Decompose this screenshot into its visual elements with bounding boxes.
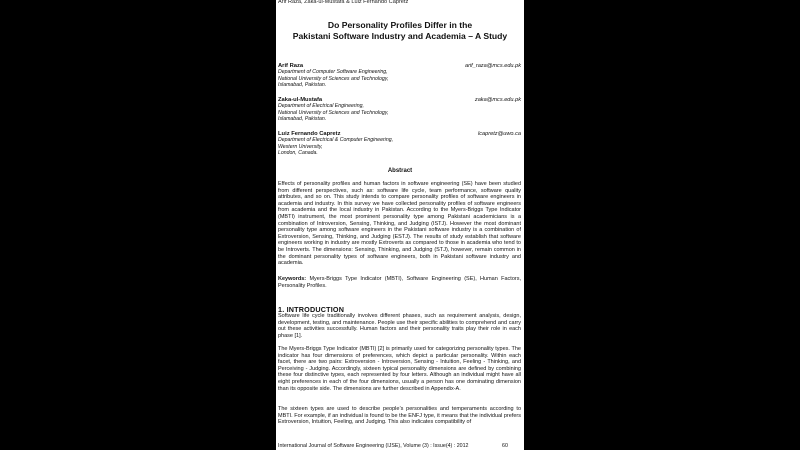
author-affiliation: Islamabad, Pakistan. xyxy=(278,82,327,89)
author-block-3 xyxy=(278,131,521,157)
author-email: zaka@mcs.edu.pk xyxy=(474,97,521,103)
running-head: Arif Raza, Zaka-ul-Mustafa & Luiz Fernando Capretz xyxy=(278,0,409,5)
author-affiliation: Western University, xyxy=(278,143,323,150)
author-affiliation: National University of Sciences and Technology, xyxy=(278,75,389,82)
paper-page xyxy=(276,0,524,450)
author-email: arif_raza@mcs.edu.pk xyxy=(464,63,521,69)
keywords xyxy=(278,276,521,289)
author-affiliation: London, Canada. xyxy=(278,150,318,157)
footer-journal: International Journal of Software Engineering (IJSE), Volume (3) : Issue(4) : 2012 xyxy=(278,443,469,449)
author-affiliation: Department of Electrical & Computer Engineering, xyxy=(278,137,394,144)
keywords-text: Myers-Briggs Type Indicator (MBTI), Software Engineering (SE), Human Factors, Personality Profiles. xyxy=(278,276,521,289)
section-heading-introduction: 1. INTRODUCTION xyxy=(278,305,345,314)
author-name: Luiz Fernando Capretz xyxy=(278,131,341,137)
author-name: Arif Raza xyxy=(278,63,304,69)
intro-paragraph-1: Software life cycle traditionally involves different phases, such as requirement analysis, design, development, testing, and maintenance. People use their specific abilities to comprehend and carry out these activities successfully. Human factors and their personality traits play their role in each phase [1]. xyxy=(278,313,521,339)
author-name: Zaka-ul-Mustafa xyxy=(278,97,323,103)
author-block-2 xyxy=(278,97,521,123)
author-affiliation: National University of Sciences and Technology, xyxy=(278,109,389,116)
author-affiliation: Department of Electrical Engineering, xyxy=(278,103,364,110)
author-affiliation: Islamabad, Pakistan. xyxy=(278,116,327,123)
title-line-1: Do Personality Profiles Differ in the xyxy=(327,20,473,30)
intro-paragraph-3: The sixteen types are used to describe people’s personalities and temperaments according to MBTI. For example, if an individual is found to be the ENFJ type, it means that the individual prefers Extroversion, Intuition, Feeling, and Judging. This also indicates compatibility of xyxy=(278,406,521,426)
abstract-text: Effects of personality profiles and human factors in software engineering (SE) have been studied from different perspectives, such as: software life cycle, team performance, software quality attributes, and so on. This study intends to compare personality profiles of software engineers in academia and industry. In this survey we have collected personality profiles of software engineers from academia and the local industry in Pakistan. According to the Myers-Briggs Type Indicator (MBTI) instrument, the most prominent personality type among Pakistani academicians is a combination of Introversion, Sensing, Thinking, and Judging (ISTJ). However the most dominant personality type among software engineers in the Pakistani software industry is a combination of Extroversion, Sensing, Thinking, and Judging (ESTJ). The results of study establish that software engineers working in industry are mostly Extroverts as compared to those in academia who tend to be Introverts. The dimensions: Sensing, Thinking, and Judging (STJ), however, remain common in the dominant personality types of software engineers, both in Pakistani software industry and academia. xyxy=(278,181,521,267)
paper-title xyxy=(276,20,524,41)
title-line-2: Pakistani Software Industry and Academia – A Study xyxy=(292,30,508,41)
page-number: 60 xyxy=(502,443,508,449)
intro-paragraph-2: The Myers-Briggs Type Indicator (MBTI) [2] is primarily used for categorizing personality types. The indicator has four dimensions of preferences, which depict a particular personality. Within each facet, there are two pairs: Extroversion - Introversion, Sensing - Intuition, Feeling - Thinking, and Perceiving - Judging. Accordingly, sixteen typical personality dimensions are defined by combining these four distinctive types, each represented by four letters. Although an individual might have all eight preferences in each of the four dimensions, usually a person has one dominating dimension than its opposite side. The dimensions are further described in Appendix-A. xyxy=(278,346,521,392)
author-affiliation: Department of Computer Software Engineering, xyxy=(278,69,388,76)
author-email: lcapretz@uwo.ca xyxy=(478,131,521,137)
author-block-1 xyxy=(278,63,521,89)
abstract-heading: Abstract xyxy=(387,168,413,174)
keywords-label: Keywords: xyxy=(278,276,307,282)
